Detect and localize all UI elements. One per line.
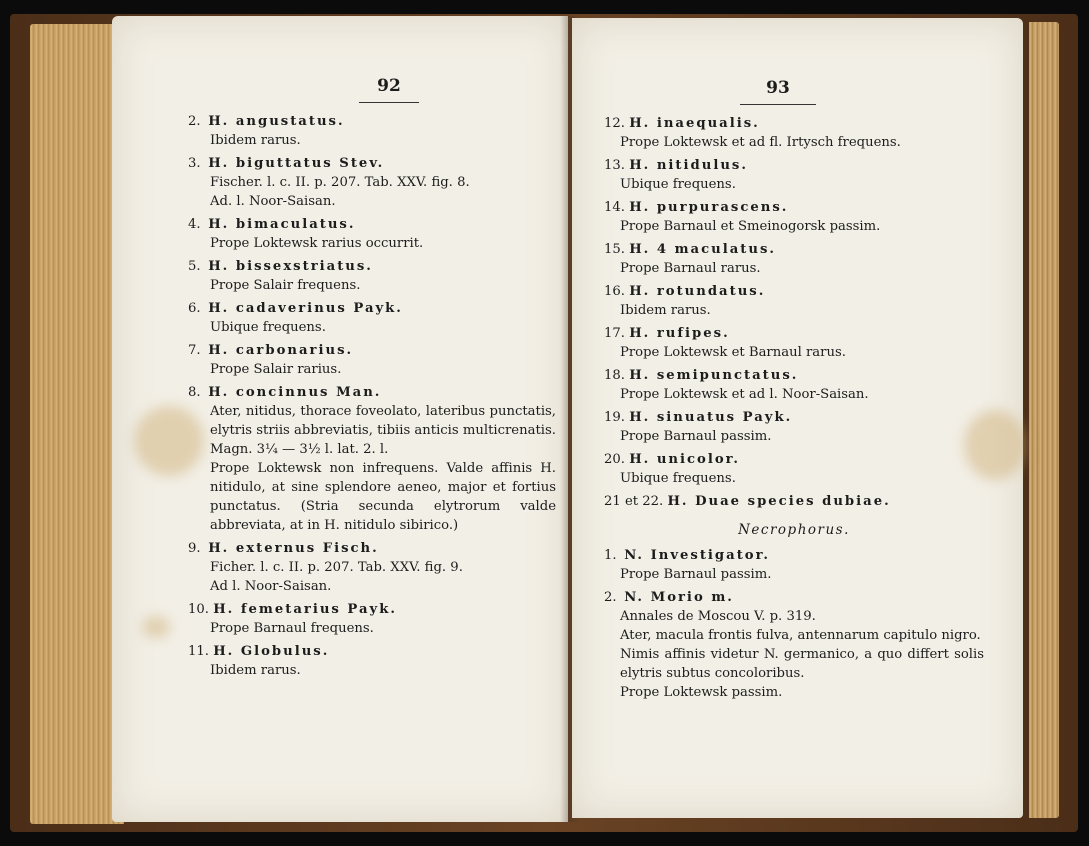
entry-text: Ibidem rarus. (620, 303, 711, 318)
entry-text: Prope Loktewsk et ad l. Noor-Saisan. (620, 387, 869, 402)
entry-number: 20. (604, 452, 625, 467)
entry-text: Prope Loktewsk rarius occurrit. (210, 236, 424, 251)
page-number-right: 93 (740, 78, 816, 105)
list-item (604, 366, 984, 404)
entry-text: Ater, macula frontis fulva, antennarum capitulo nigro. (620, 628, 981, 643)
entry-text: Ad. l. Noor-Saisan. (210, 194, 336, 209)
list-item (604, 492, 984, 511)
entry-number: 2. (188, 114, 201, 129)
entry-text: Prope Loktewsk et Barnaul rarus. (620, 345, 846, 360)
species-name: H. cadaverinus Payk. (208, 301, 403, 316)
left-page (112, 16, 568, 822)
list-item (188, 539, 556, 596)
list-item (188, 299, 556, 337)
entry-text: Ubique frequens. (620, 177, 736, 192)
right-page (572, 18, 1023, 818)
species-name: H. nitidulus. (629, 158, 748, 173)
genus-heading: Necrophorus. (738, 522, 850, 538)
page-edges-right (1029, 22, 1059, 818)
right-page-content (604, 114, 984, 706)
entry-text: Prope Barnaul passim. (620, 429, 772, 444)
list-item (604, 546, 984, 584)
species-name: H. rotundatus. (629, 284, 766, 299)
entry-number: 14. (604, 200, 625, 215)
entry-number: 21 et 22. (604, 494, 664, 509)
entry-text: Prope Barnaul rarus. (620, 261, 761, 276)
entry-number: 10. (188, 602, 209, 617)
list-item (604, 324, 984, 362)
entry-text: Prope Loktewsk non infrequens. Valde affinis H. nitidulo, at sine splendore aeneo, major et fortius punctatus. (Stria secunda elytrorum valde abbreviata, at in H. nitidulo sibirico.) (210, 461, 556, 533)
species-name: H. inaequalis. (629, 116, 760, 131)
entry-number: 11. (188, 644, 209, 659)
entry-text: Nimis affinis videtur N. germanico, a quo differt solis elytris subtus concoloribus. (620, 647, 984, 681)
entry-text: Ibidem rarus. (210, 133, 301, 148)
entry-text: Magn. 3¼ — 3½ l. lat. 2. l. (210, 442, 389, 457)
species-name: N. Morio m. (624, 590, 734, 605)
entry-number: 3. (188, 156, 201, 171)
list-item (188, 383, 556, 535)
entry-number: 1. (604, 548, 617, 563)
entry-text: Prope Salair frequens. (210, 278, 361, 293)
page-edges-left (30, 24, 124, 824)
list-item (604, 240, 984, 278)
entry-text: Prope Loktewsk passim. (620, 685, 783, 700)
entry-text: Ubique frequens. (620, 471, 736, 486)
species-name: H. purpurascens. (629, 200, 789, 215)
species-name: H. biguttatus Stev. (208, 156, 385, 171)
species-name: H. carbonarius. (208, 343, 354, 358)
list-item (604, 156, 984, 194)
species-name: H. femetarius Payk. (213, 602, 397, 617)
entry-number: 2. (604, 590, 617, 605)
species-name: H. sinuatus Payk. (629, 410, 793, 425)
entry-text: Prope Barnaul passim. (620, 567, 772, 582)
species-name: H. bimaculatus. (208, 217, 356, 232)
entry-text: Ficher. l. c. II. p. 207. Tab. XXV. fig. 9. (210, 560, 463, 575)
entry-number: 19. (604, 410, 625, 425)
entry-number: 16. (604, 284, 625, 299)
entry-number: 15. (604, 242, 625, 257)
list-item (188, 257, 556, 295)
list-item (604, 282, 984, 320)
list-item (604, 114, 984, 152)
list-item (604, 198, 984, 236)
entry-number: 4. (188, 217, 201, 232)
entry-number: 6. (188, 301, 201, 316)
list-item (604, 408, 984, 446)
entry-number: 17. (604, 326, 625, 341)
species-name: H. Duae species dubiae. (667, 494, 891, 509)
entry-number: 18. (604, 368, 625, 383)
entry-text: Ater, nitidus, thorace foveolato, lateribus punctatis, elytris striis abbreviatis, tibiis anticis multicrenatis. (210, 404, 556, 438)
entry-number: 9. (188, 541, 201, 556)
species-name: H. Globulus. (213, 644, 330, 659)
species-name: H. semipunctatus. (629, 368, 799, 383)
species-name: H. concinnus Man. (208, 385, 382, 400)
list-item (604, 450, 984, 488)
species-name: H. 4 maculatus. (629, 242, 776, 257)
entry-text: Ad l. Noor-Saisan. (210, 579, 332, 594)
foxing-stain (142, 616, 170, 638)
entry-text: Prope Loktewsk et ad fl. Irtysch frequens. (620, 135, 901, 150)
entry-number: 7. (188, 343, 201, 358)
entry-text: Prope Salair rarius. (210, 362, 342, 377)
entry-text: Prope Barnaul frequens. (210, 621, 374, 636)
entry-number: 12. (604, 116, 625, 131)
list-item (604, 588, 984, 702)
entry-text: Fischer. l. c. II. p. 207. Tab. XXV. fig. 8. (210, 175, 470, 190)
species-name: H. bissexstriatus. (208, 259, 373, 274)
entry-text: Prope Barnaul et Smeinogorsk passim. (620, 219, 881, 234)
page-number-left: 92 (359, 76, 419, 103)
entry-number: 13. (604, 158, 625, 173)
list-item (188, 600, 556, 638)
entry-number: 5. (188, 259, 201, 274)
list-item (188, 112, 556, 150)
entry-number: 8. (188, 385, 201, 400)
species-name: H. angustatus. (208, 114, 345, 129)
list-item (188, 341, 556, 379)
entry-text: Ubique frequens. (210, 320, 326, 335)
entry-text: Annales de Moscou V. p. 319. (620, 609, 816, 624)
species-name: H. rufipes. (629, 326, 730, 341)
species-name: H. externus Fisch. (208, 541, 379, 556)
list-item (188, 154, 556, 211)
species-name: H. unicolor. (629, 452, 740, 467)
left-page-content (188, 112, 556, 684)
list-item (188, 215, 556, 253)
entry-text: Ibidem rarus. (210, 663, 301, 678)
species-name: N. Investigator. (624, 548, 770, 563)
list-item (188, 642, 556, 680)
